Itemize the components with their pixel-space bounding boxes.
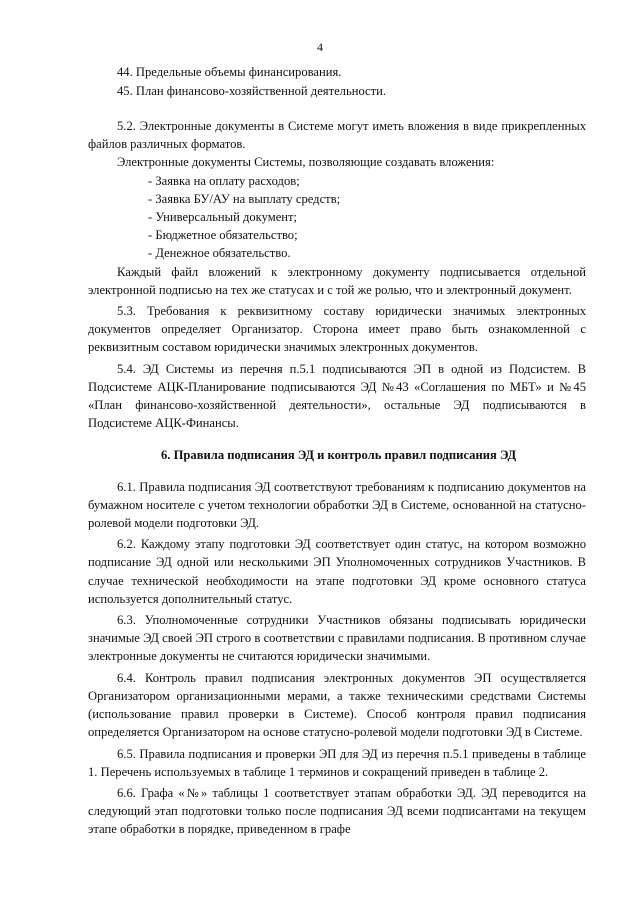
paragraph-5-4: 5.4. ЭД Системы из перечня п.5.1 подписываются ЭП в одной из Подсистем. В Подсистеме АЦК-Планирование подписываются ЭД №43 «Соглашения по МБТ» и №45 «План финансово-хозяйственной деятельности», остальные ЭД подписываются в Подсистеме АЦК-Финансы. <box>88 361 586 431</box>
attachment-doc-item: - Заявка на оплату расходов; <box>148 173 300 188</box>
paragraph-6-4: 6.4. Контроль правил подписания электронных документов ЭП осуществляется Организатором организационными мерами, а также техническими средствами Системы (использование правил проверки в Системе). Способ контроля правил подписания определяется Организатором на основе статусно-ролевой модели подготовки ЭД в Системе. <box>88 670 586 740</box>
list-item: 45. План финансово-хозяйственной деятельности. <box>117 83 387 98</box>
attachment-doc-item: - Заявка БУ/АУ на выплату средств; <box>148 191 341 206</box>
attachment-doc-item: - Универсальный документ; <box>148 210 298 225</box>
continued-list <box>117 63 386 100</box>
section-6-heading: 6. Правила подписания ЭД и контроль правил подписания ЭД <box>161 448 517 463</box>
paragraph-6-1: 6.1. Правила подписания ЭД соответствуют требованиям к подписанию документов на бумажном носителе с учетом технологии обработки ЭД в Системе, основанной на статусно-ролевой модели подготовки ЭД. <box>88 479 586 531</box>
paragraph-5-2-attachments-intro: Электронные документы Системы, позволяющие создавать вложения: <box>117 155 495 170</box>
page-number: 4 <box>317 40 323 54</box>
paragraph-6-3: 6.3. Уполномоченные сотрудники Участников обязаны подписывать юридически значимые ЭД своей ЭП строго в соответствии с правилами подписания. В противном случае электронные документы не считаются юридически значимыми. <box>88 613 586 664</box>
attachment-doc-item: - Бюджетное обязательство; <box>148 228 298 243</box>
list-item: 44. Предельные объемы финансирования. <box>117 65 342 79</box>
attachment-doc-item: - Денежное обязательство. <box>148 246 291 261</box>
paragraph-6-5: 6.5. Правила подписания и проверки ЭП для ЭД из перечня п.5.1 приведены в таблице 1. Перечень используемых в таблице 1 терминов и сокращений приведен в таблице 2. <box>88 746 586 779</box>
document-body <box>88 117 586 839</box>
paragraph-5-2: 5.2. Электронные документы в Системе могут иметь вложения в виде прикрепленных файлов различных форматов. <box>88 119 586 152</box>
paragraph-5-3: 5.3. Требования к реквизитному составу юридически значимых электронных документов определяет Организатор. Сторона имеет право быть ознакомленной с реквизитным составом юридически значимых электронных документов. <box>88 304 586 355</box>
paragraph-5-2-signature: Каждый файл вложений к электронному документу подписывается отдельной электронной подписью на тех же статусах и с той же ролью, что и электронный документ. <box>88 264 586 297</box>
paragraph-6-6: 6.6. Графа «№» таблицы 1 соответствует этапам обработки ЭД. ЭД переводится на следующий этап подготовки только после подписания ЭД всеми подписантами на текущем этапе обработки в порядке, приведенном в графе <box>88 785 586 837</box>
paragraph-6-2: 6.2. Каждому этапу подготовки ЭД соответствует один статус, на котором возможно подписание ЭД одной или несколькими ЭП Уполномоченных сотрудников Участников. В случае технической необходимости на этапе подготовки ЭД кроме основного статуса используется дополнительный статус. <box>88 537 586 606</box>
